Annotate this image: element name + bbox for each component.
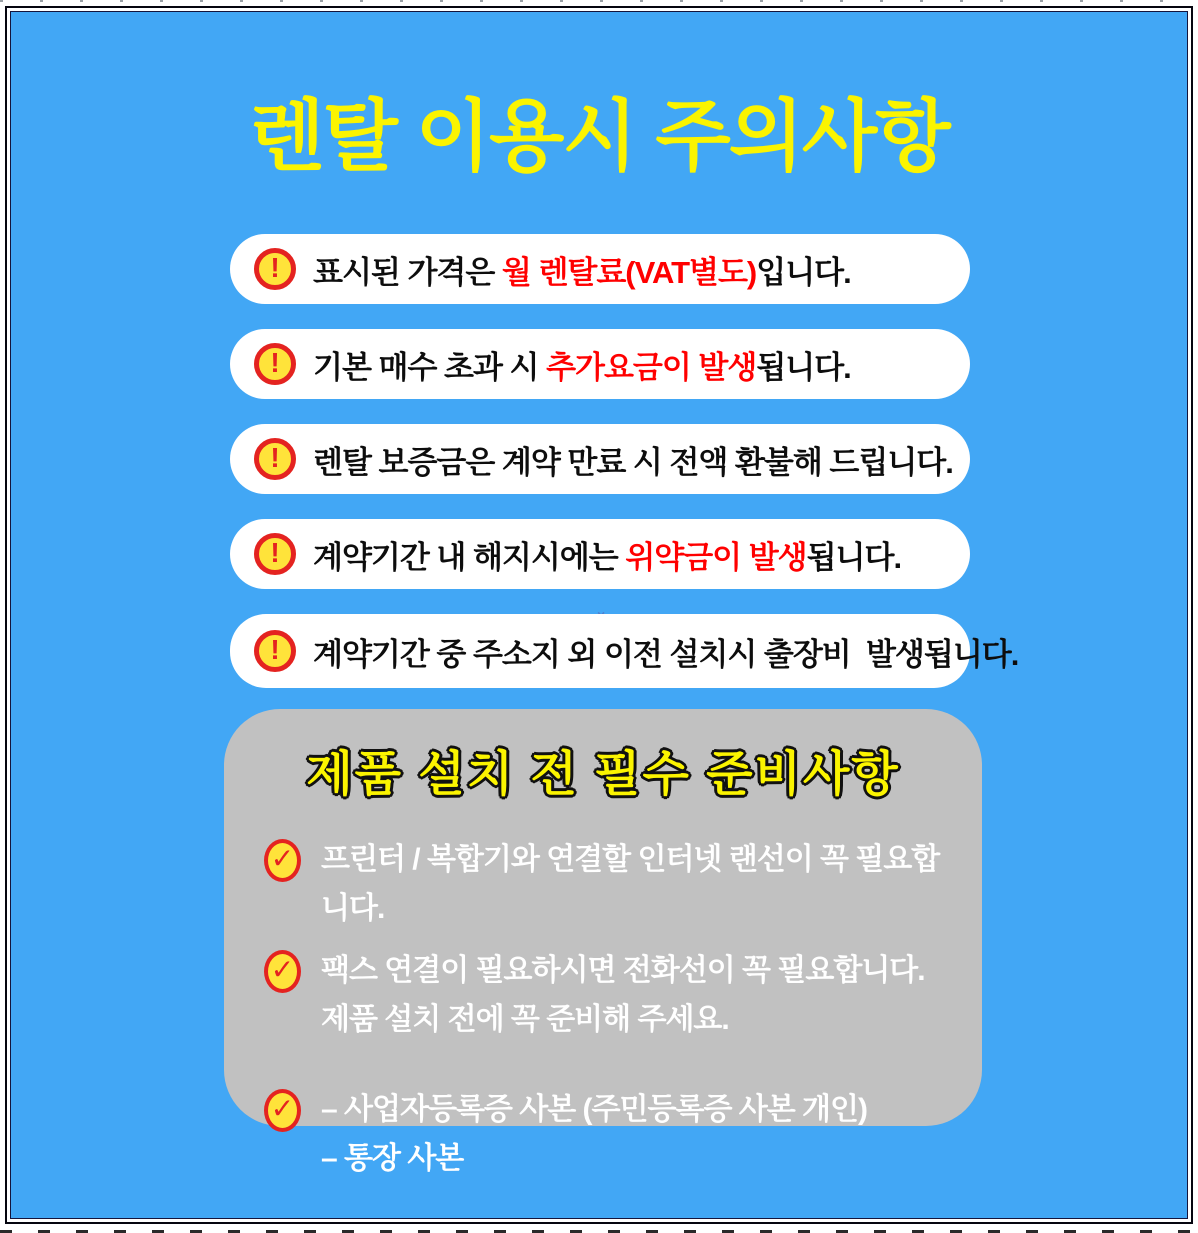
notice-text <box>313 532 901 577</box>
warning-exclamation-icon <box>254 343 296 385</box>
notice-text-part: 됩니다. <box>756 349 851 385</box>
blue-background-panel <box>10 11 1188 1219</box>
checklist-text <box>321 1086 867 1183</box>
notice-pill <box>230 614 1019 688</box>
notice-text-part: 됩니다. <box>806 539 902 575</box>
notice-text-part: 계약기간 내 해지시에는 <box>313 539 626 575</box>
checklist-line: 제품 설치 전에 꼭 준비해 주세요. <box>321 1002 729 1036</box>
preparation-panel <box>224 709 982 1175</box>
checklist-item <box>264 1086 942 1183</box>
exclamation-glyph: ! <box>270 634 280 665</box>
exclamation-glyph: ! <box>270 347 280 378</box>
checklist-item <box>264 836 942 933</box>
notice-pill <box>230 234 970 304</box>
page-title: 렌탈 이용시 주의사항 <box>249 92 949 180</box>
notice-text-part: 표시된 가격은 <box>313 254 502 290</box>
checklist-item <box>264 947 942 1044</box>
preparation-title: 제품 설치 전 필수 준비사항 <box>306 748 900 801</box>
warning-exclamation-icon <box>254 438 296 480</box>
check-icon <box>264 1089 301 1132</box>
notice-text <box>313 437 953 482</box>
check-glyph: ✓ <box>270 953 295 985</box>
check-icon <box>264 839 301 882</box>
notice-text <box>313 629 1018 674</box>
notice-text-part: 렌탈 보증금은 계약 만료 시 전액 환불해 드립니다. <box>313 444 953 480</box>
outer-frame <box>5 6 1193 1224</box>
notice-text-part: 입니다. <box>756 254 851 290</box>
exclamation-glyph: ! <box>270 442 280 473</box>
notice-text-part: 계약기간 중 주소지 외 이전 설치시 출장비 발생됩니다. <box>313 636 1019 672</box>
notice-text <box>313 342 851 387</box>
warning-exclamation-icon <box>254 630 296 672</box>
warning-exclamation-icon <box>254 248 296 290</box>
notice-text-part: 기본 매수 초과 시 <box>313 349 547 385</box>
notice-pill <box>230 519 970 589</box>
top-edge-ticks <box>0 0 1198 2</box>
exclamation-glyph: ! <box>270 252 280 283</box>
checklist-text <box>321 947 925 1044</box>
check-icon <box>264 950 301 993</box>
notice-text <box>313 247 851 292</box>
checklist-line: – 사업자등록증 사본 (주민등록증 사본 개인) <box>321 1093 867 1127</box>
checklist-line: – 통장 사본 <box>321 1141 464 1175</box>
notice-text-highlight: 월 렌탈료(VAT별도) <box>501 254 757 290</box>
checklist-line: 팩스 연결이 필요하시면 전화선이 꼭 필요합니다. <box>321 954 925 988</box>
checklist-text <box>321 836 942 933</box>
notice-text-highlight: 위약금이 발생 <box>625 539 807 575</box>
check-glyph: ✓ <box>270 1092 295 1124</box>
check-glyph: ✓ <box>270 842 295 874</box>
notice-pill <box>230 424 970 494</box>
checklist-line: 프린터 / 복합기와 연결할 인터넷 랜선이 꼭 필요합니다. <box>321 843 940 925</box>
exclamation-glyph: ! <box>270 537 280 568</box>
notice-text-highlight: 추가요금이 발생 <box>546 349 757 385</box>
warning-exclamation-icon <box>254 533 296 575</box>
notice-pill <box>230 329 970 399</box>
